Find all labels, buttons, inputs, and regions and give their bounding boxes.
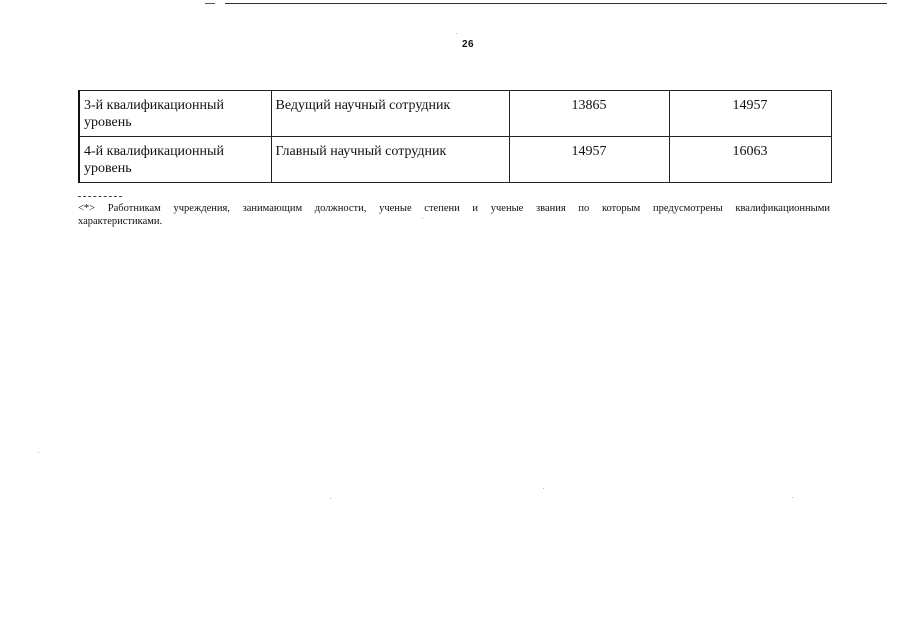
scan-speck (38, 452, 39, 453)
salary-value-cell: 16063 (669, 137, 831, 183)
footnote-text: <*> Работникам учреждения, занимающим должности, ученые степени и ученые звания по которым предусмотрены квалификационными (78, 203, 830, 214)
table-row (79, 91, 831, 137)
position-title-cell: Ведущий научный сотрудник (271, 91, 509, 137)
qualification-level-cell: 3-й квалификационный уровень (79, 91, 271, 137)
page-number: 26 (461, 39, 475, 50)
scan-speck (422, 218, 423, 219)
scan-speck (456, 33, 457, 34)
footnote-separator (78, 196, 122, 197)
scan-speck (543, 488, 544, 489)
footnote (78, 202, 830, 228)
position-title-cell: Главный научный сотрудник (271, 137, 509, 183)
salary-value-cell: 13865 (509, 91, 669, 137)
scan-artifact-tick (205, 3, 215, 4)
scan-top-rule (225, 3, 887, 4)
table-row (79, 137, 831, 183)
scan-speck (330, 498, 331, 499)
salary-value-cell: 14957 (669, 91, 831, 137)
qualification-level-cell: 4-й квалификационный уровень (79, 137, 271, 183)
salary-value-cell: 14957 (509, 137, 669, 183)
qualification-salary-table (78, 90, 832, 183)
footnote-text-continuation: характеристиками. (78, 216, 163, 227)
scan-speck (792, 497, 793, 498)
